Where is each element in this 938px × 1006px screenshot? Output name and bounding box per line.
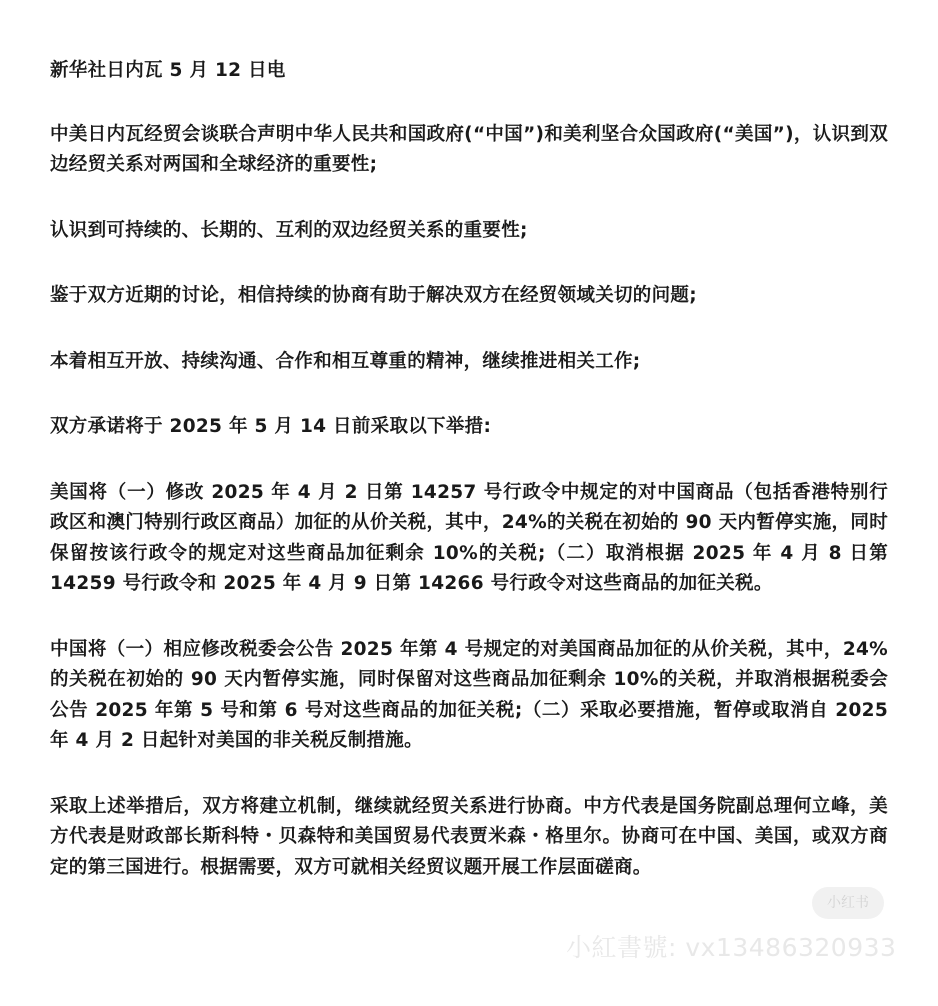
paragraph-spirit: 本着相互开放、持续沟通、合作和相互尊重的精神，继续推进相关工作; bbox=[50, 350, 641, 372]
watermark-account: 小紅書號: vx13486320933 bbox=[566, 933, 897, 962]
paragraph-mechanism: 采取上述举措后，双方将建立机制，继续就经贸关系进行协商。中方代表是国务院副总理何立峰，美方代表是财政部长斯科特・贝森特和美国贸易代表贾米森・格里尔。协商可在中国、美国，或双方商定的第三国进行。根据需要，双方可就相关经贸议题开展工作层面磋商。 bbox=[50, 795, 888, 878]
paragraph-discussion: 鉴于双方近期的讨论，相信持续的协商有助于解决双方在经贸领域关切的问题; bbox=[50, 285, 697, 306]
paragraph-sustainable: 认识到可持续的、长期的、互利的双边经贸关系的重要性; bbox=[50, 219, 528, 241]
paragraph-commitment: 双方承诺将于 2025 年 5 月 14 日前采取以下举措: bbox=[50, 416, 492, 437]
paragraph-us-measures: 美国将（一）修改 2025 年 4 月 2 日第 14257 号行政令中规定的对中国商品（包括香港特别行政区和澳门特别行政区商品）加征的从价关税，其中，24%的关税在初始的 90 天内暂停实施，同时保留按该行政令的规定对这些商品加征剩余 10%的关税;（二）取消根据 2025 年 4 月 8 日第 14259 号行政令和 2025 年 4 月 9 日第 14266 号行政令对这些商品的加征关税。 bbox=[50, 481, 889, 594]
document-body bbox=[50, 56, 888, 918]
paragraph-preamble: 中美日内瓦经贸会谈联合声明中华人民共和国政府(“中国”)和美利坚合众国政府(“美国”)，认识到双边经贸关系对两国和全球经济的重要性; bbox=[50, 123, 888, 175]
paragraph-china-measures: 中国将（一）相应修改税委会公告 2025 年第 4 号规定的对美国商品加征的从价关税，其中，24%的关税在初始的 90 天内暂停实施，同时保留对这些商品加征剩余 10%的关税，并取消根据税委会公告 2025 年第 5 号和第 6 号对这些商品的加征关税;（二）采取必要措施，暂停或取消自 2025 年 4 月 2 日起针对美国的非关税反制措施。 bbox=[50, 638, 888, 751]
watermark-logo: 小红书 bbox=[812, 887, 884, 919]
dateline: 新华社日内瓦 5 月 12 日电 bbox=[50, 60, 286, 81]
